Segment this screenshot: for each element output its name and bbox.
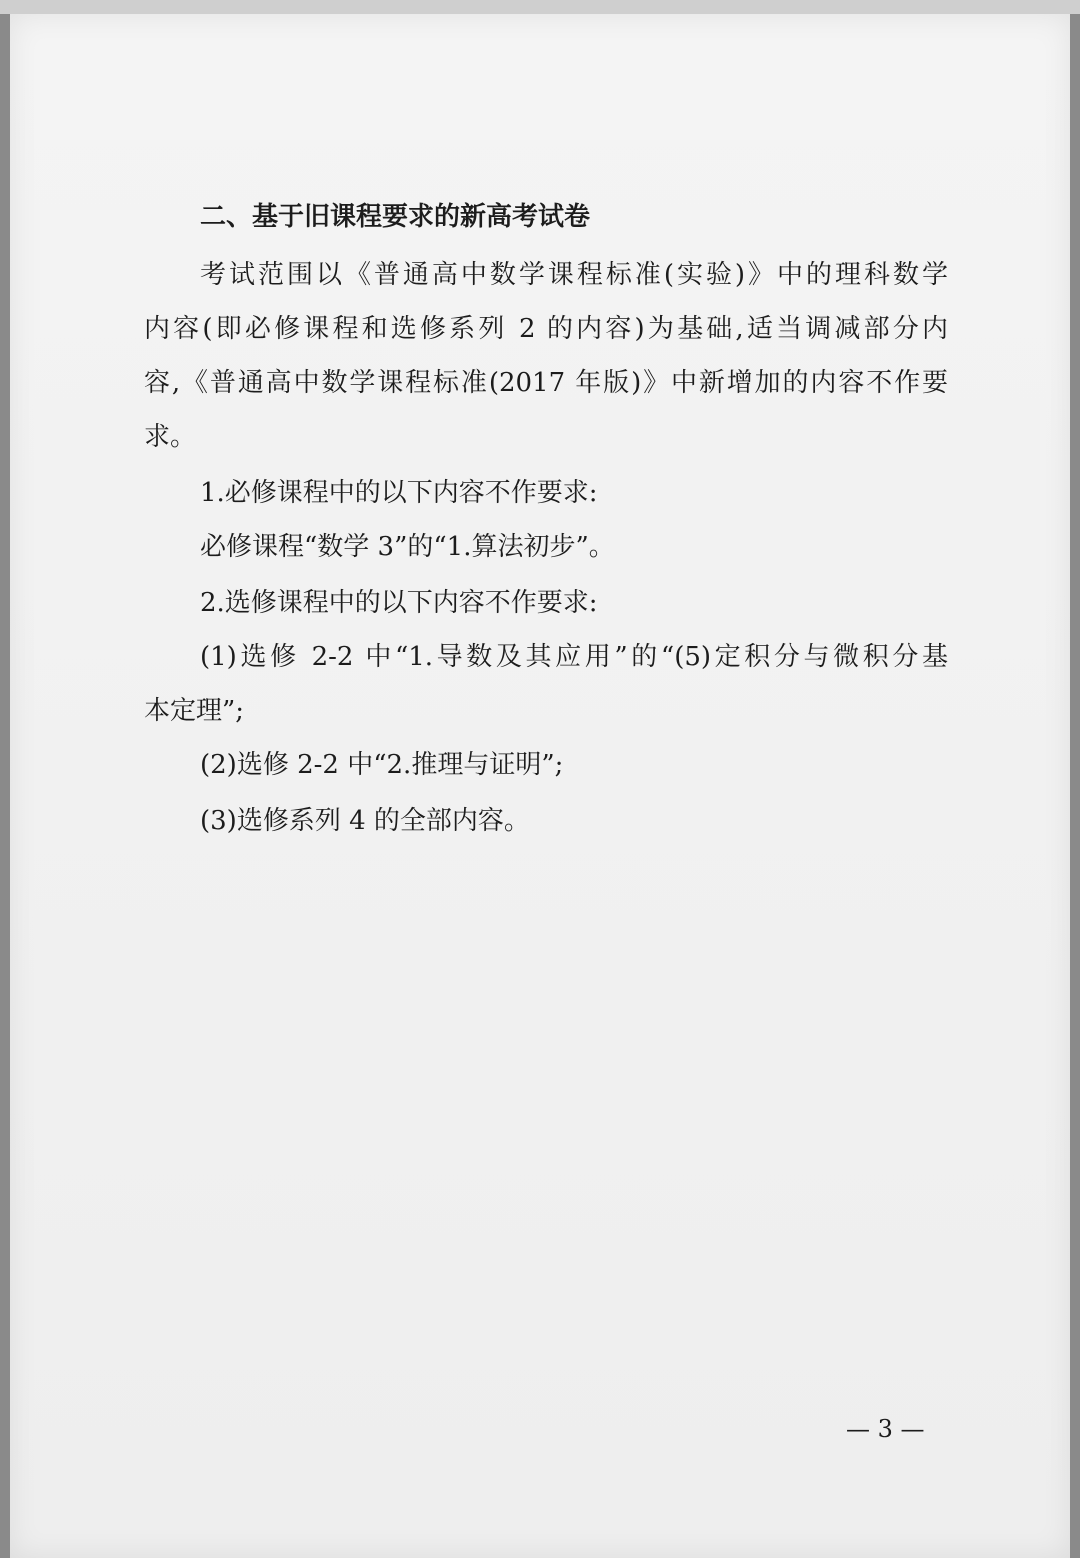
document-page [10, 14, 1070, 1558]
item-2-sub-2: (2)选修 2-2 中“2.推理与证明”; [200, 750, 564, 780]
item-2-sub-1-continued: 本定理”; [144, 696, 245, 726]
paragraph-line: 容,《普通高中数学课程标准(2017 年版)》中新增加的内容不作要 [144, 368, 948, 398]
paragraph-line: 求。 [144, 422, 197, 452]
item-1-title: 1.必修课程中的以下内容不作要求: [200, 478, 598, 508]
item-2-sub-1: (1)选修 2-2 中“1.导数及其应用”的“(5)定积分与微积分基 [200, 642, 948, 672]
item-1-content: 必修课程“数学 3”的“1.算法初步”。 [200, 532, 615, 562]
item-2-sub-3: (3)选修系列 4 的全部内容。 [200, 806, 530, 836]
paragraph-line: 内容(即必修课程和选修系列 2 的内容)为基础,适当调减部分内 [144, 314, 948, 344]
page-number: — 3 — [846, 1415, 925, 1443]
item-2-title: 2.选修课程中的以下内容不作要求: [200, 588, 598, 618]
paragraph-line: 考试范围以《普通高中数学课程标准(实验)》中的理科数学 [200, 260, 948, 290]
scan-top-edge [0, 0, 1080, 14]
section-heading: 二、基于旧课程要求的新高考试卷 [200, 202, 591, 232]
